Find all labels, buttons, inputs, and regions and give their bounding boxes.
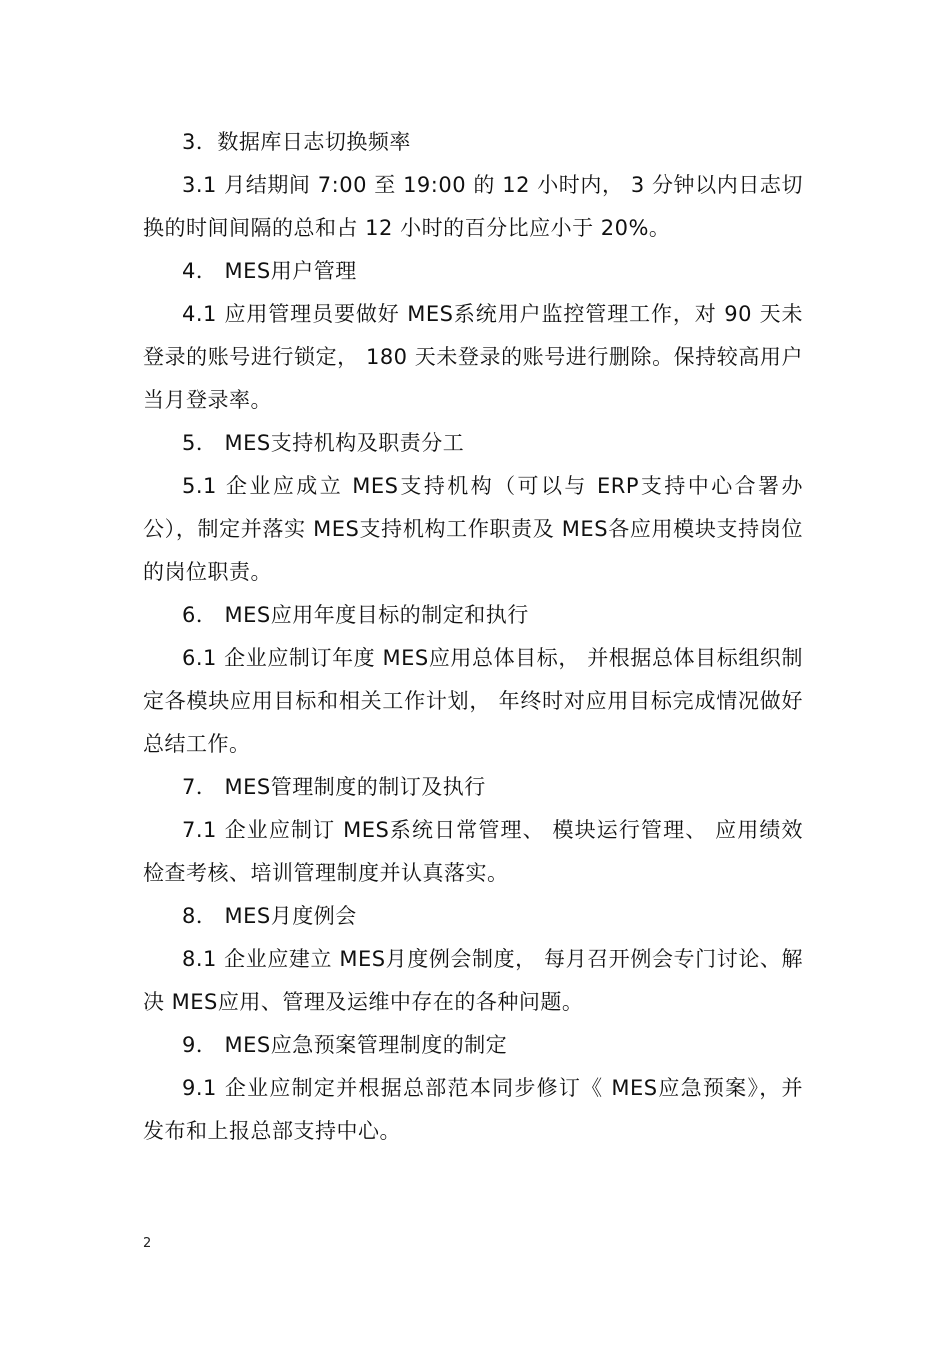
section-heading-7: 7． MES管理制度的制订及执行 [182, 775, 486, 799]
section-body-7-1: 7.1 企业应制订 MES系统日常管理、 模块运行管理、 应用绩效检查考核、培训管理制度并认真落实。 [143, 818, 803, 885]
document-body [143, 121, 803, 1153]
section-body-8-1: 8.1 企业应建立 MES月度例会制度， 每月召开例会专门讨论、解决 MES应用、管理及运维中存在的各种问题。 [143, 947, 803, 1014]
section-heading-4: 4． MES用户管理 [182, 259, 357, 283]
section-body-6-1: 6.1 企业应制订年度 MES应用总体目标， 并根据总体目标组织制定各模块应用目标和相关工作计划， 年终时对应用目标完成情况做好总结工作。 [143, 646, 803, 756]
section-heading-8: 8． MES月度例会 [182, 904, 357, 928]
section-body-5-1: 5.1 企业应成立 MES支持机构（可以与 ERP支持中心合署办公），制定并落实 MES支持机构工作职责及 MES各应用模块支持岗位的岗位职责。 [143, 474, 803, 584]
section-body-9-1: 9.1 企业应制定并根据总部范本同步修订《 MES应急预案》，并发布和上报总部支持中心。 [143, 1076, 803, 1143]
page-number: 2 [143, 1236, 152, 1251]
section-heading-9: 9． MES应急预案管理制度的制定 [182, 1033, 508, 1057]
section-heading-3: 3．数据库日志切换频率 [182, 130, 411, 154]
section-body-3-1: 3.1 月结期间 7:00 至 19:00 的 12 小时内， 3 分钟以内日志切换的时间间隔的总和占 12 小时的百分比应小于 20%。 [143, 173, 803, 240]
section-body-4-1: 4.1 应用管理员要做好 MES系统用户监控管理工作，对 90 天未登录的账号进行锁定， 180 天未登录的账号进行删除。保持较高用户当月登录率。 [143, 302, 803, 412]
section-heading-5: 5． MES支持机构及职责分工 [182, 431, 465, 455]
section-heading-6: 6． MES应用年度目标的制定和执行 [182, 603, 529, 627]
